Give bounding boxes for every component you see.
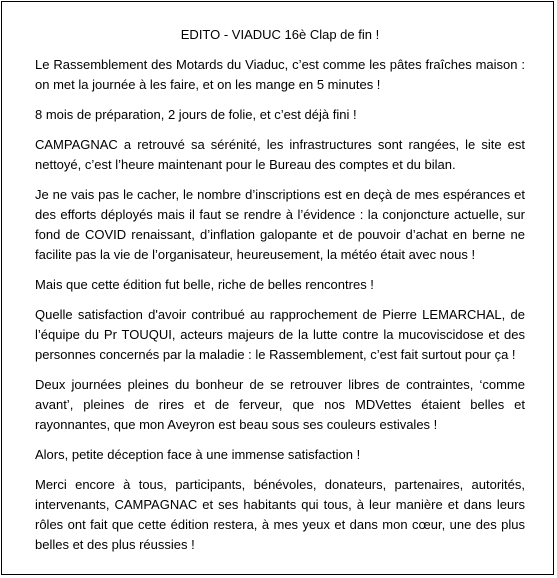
paragraph: Je ne vais pas le cacher, le nombre d’inscriptions est en deçà de mes espérances et des efforts déployés mais il faut se rendre à l’évidence : la conjoncture actuelle, sur fond de COVID renaissant, d’inflation galopante et de pouvoir d’achat en berne ne facilite pas la vie de l’organisateur, heureusement, la météo était avec nous ! (35, 187, 525, 262)
document-frame (1, 1, 554, 575)
paragraph: Alors, petite déception face à une immense satisfaction ! (35, 447, 361, 462)
document-title: EDITO - VIADUC 16è Clap de fin ! (180, 27, 380, 42)
paragraph: Mais que cette édition fut belle, riche de belles rencontres ! (35, 277, 374, 292)
paragraph: Le Rassemblement des Motards du Viaduc, c’est comme les pâtes fraîches maison : on met la journée à les faire, et on les mange en 5 minutes ! (35, 57, 525, 92)
paragraph: Quelle satisfaction d'avoir contribué au rapprochement de Pierre LEMARCHAL, de l’équipe du Pr TOUQUI, acteurs majeurs de la lutte contre la mucoviscidose et des personnes concernés par la maladie : le Rassemblement, c’est fait surtout pour ça ! (35, 307, 525, 362)
document-body (35, 25, 525, 565)
paragraph: 8 mois de préparation, 2 jours de folie, et c’est déjà fini ! (35, 107, 357, 122)
paragraph: Deux journées pleines du bonheur de se retrouver libres de contraintes, ‘comme avant’, pleines de rires et de ferveur, que nos MDVettes étaient belles et rayonnantes, que mon Aveyron est beau sous ses couleurs estivales ! (35, 377, 525, 432)
paragraph: CAMPAGNAC a retrouvé sa sérénité, les infrastructures sont rangées, le site est nettoyé, c’est l’heure maintenant pour le Bureau des comptes et du bilan. (35, 137, 525, 172)
paragraph: Merci encore à tous, participants, bénévoles, donateurs, partenaires, autorités, intervenants, CAMPAGNAC et ses habitants qui tous, à leur manière et dans leurs rôles ont fait que cette édition restera, à mes yeux et dans mon cœur, une des plus belles et des plus réussies ! (35, 477, 525, 552)
